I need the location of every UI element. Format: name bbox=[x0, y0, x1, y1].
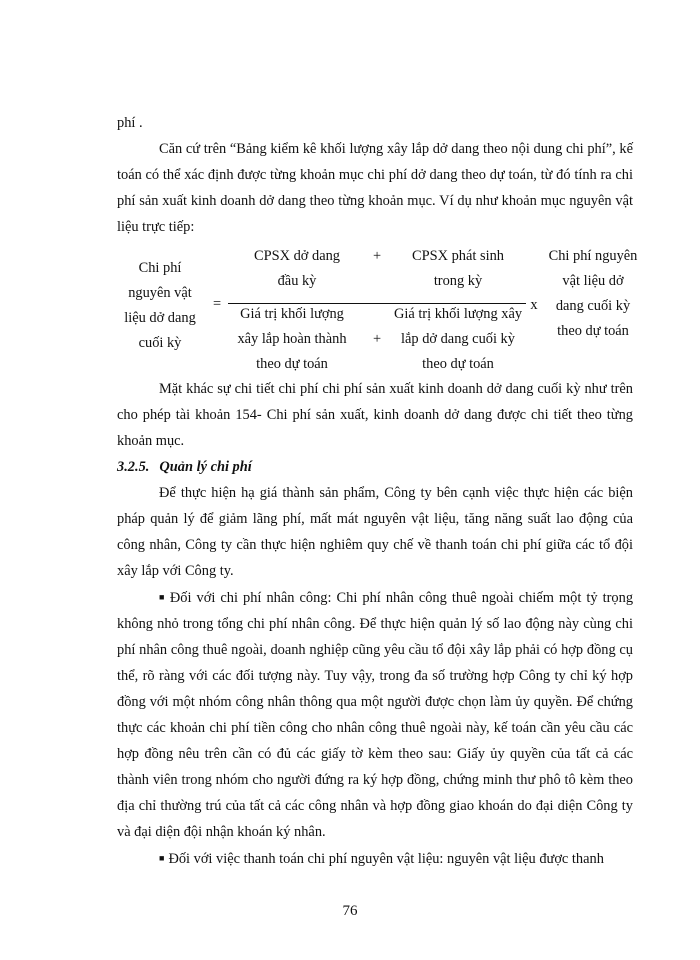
bullet-text: Đối với chi phí nhân công: Chi phí nhân công thuê ngoài chiếm một tỷ trọng không nhỏ trong tổng chi phí nhân công. Để thực hiện quản lý số lao động này cùng chi phí nhân công thuê ngoài, doanh nghiệp cũng yêu cầu tổ đội xây lắp phải có hợp đồng cụ thể, rõ ràng với các đối tượng này. Tuy vậy, trong đa số trường hợp Công ty chỉ ký hợp đồng với một nhóm công nhân thông qua một người được chọn làm ủy quyền. Để chứng thực các khoản chi phí tiền công cho nhân công thuê ngoài này, kế toán cần yêu cầu các hợp đồng nêu trên cần có đủ các giấy tờ kèm theo sau: Giấy ủy quyền của tất cả các thành viên trong nhóm cho người đứng ra ký hợp đồng, chứng minh thư phô tô kèm theo địa chỉ thường trú của tất cả các công nhân và hợp đồng giao khoán do đại diện Công ty và đại diện đội nhận khoán ký nhân. bbox=[117, 590, 634, 840]
paragraph-continuation: phí . bbox=[117, 115, 143, 131]
section-heading bbox=[117, 454, 633, 480]
formula-numerator-2: CPSX phát sinh trong kỳ bbox=[412, 248, 504, 289]
formula-denominator-1: Giá trị khối lượng xây lắp hoàn thành theo dự toán bbox=[237, 306, 347, 372]
formula-numerator-1: CPSX dở dang đầu kỳ bbox=[254, 248, 340, 289]
paragraph-section: Để thực hiện hạ giá thành sản phẩm, Công ty bên cạnh việc thực hiện các biện pháp quản lý để giảm lãng phí, mất mát nguyên vật liệu, tăng năng suất lao động của công nhân, Công ty cần thực hiện nghiêm quy chế về thanh toán chi phí giữa các tổ đội xây lắp với Công ty. bbox=[117, 485, 633, 579]
bullet-text: Đối với việc thanh toán chi phí nguyên vật liệu: nguyên vật liệu được thanh bbox=[168, 851, 604, 867]
page-number: 76 bbox=[342, 903, 358, 919]
formula-right-term: Chi phí nguyên vật liệu dở dang cuối kỳ theo dự toán bbox=[548, 248, 638, 339]
bullet-item bbox=[117, 584, 633, 845]
bullet-item bbox=[117, 845, 633, 872]
formula-left-term: Chi phí nguyên vật liệu dở dang cuối kỳ bbox=[124, 260, 196, 351]
formula-denominator-plus: + bbox=[372, 331, 382, 347]
square-bullet-icon: ■ bbox=[159, 592, 166, 602]
formula-numerator-plus: + bbox=[372, 248, 382, 264]
section-title: Quản lý chi phí bbox=[159, 459, 252, 475]
formula-times: x bbox=[530, 297, 538, 313]
text-after-formula bbox=[117, 376, 633, 872]
section-number: 3.2.5. bbox=[117, 459, 150, 475]
formula-denominator-2: Giá trị khối lượng xây lắp dở dang cuối kỳ theo dự toán bbox=[393, 306, 523, 372]
paragraph-detail: Mặt khác sự chi tiết chi phí chi phí sản xuất kinh doanh dở dang cuối kỳ như trên cho phép tài khoản 154- Chi phí sản xuất, kinh doanh dở dang được chi tiết theo từng khoản mục. bbox=[117, 381, 633, 449]
text-top bbox=[117, 110, 633, 240]
formula-equals: = bbox=[212, 296, 222, 312]
square-bullet-icon: ■ bbox=[159, 853, 165, 863]
formula bbox=[117, 242, 647, 377]
paragraph-intro: Căn cứ trên “Bảng kiểm kê khối lượng xây lắp dở dang theo nội dung chi phí”, kế toán có thể xác định được từng khoản mục chi phí dở dang theo dự toán, từ đó tính ra chi phí sản xuất kinh doanh dở dang theo từng khoản mục. Ví dụ như khoản mục nguyên vật liệu trực tiếp: bbox=[117, 141, 633, 235]
